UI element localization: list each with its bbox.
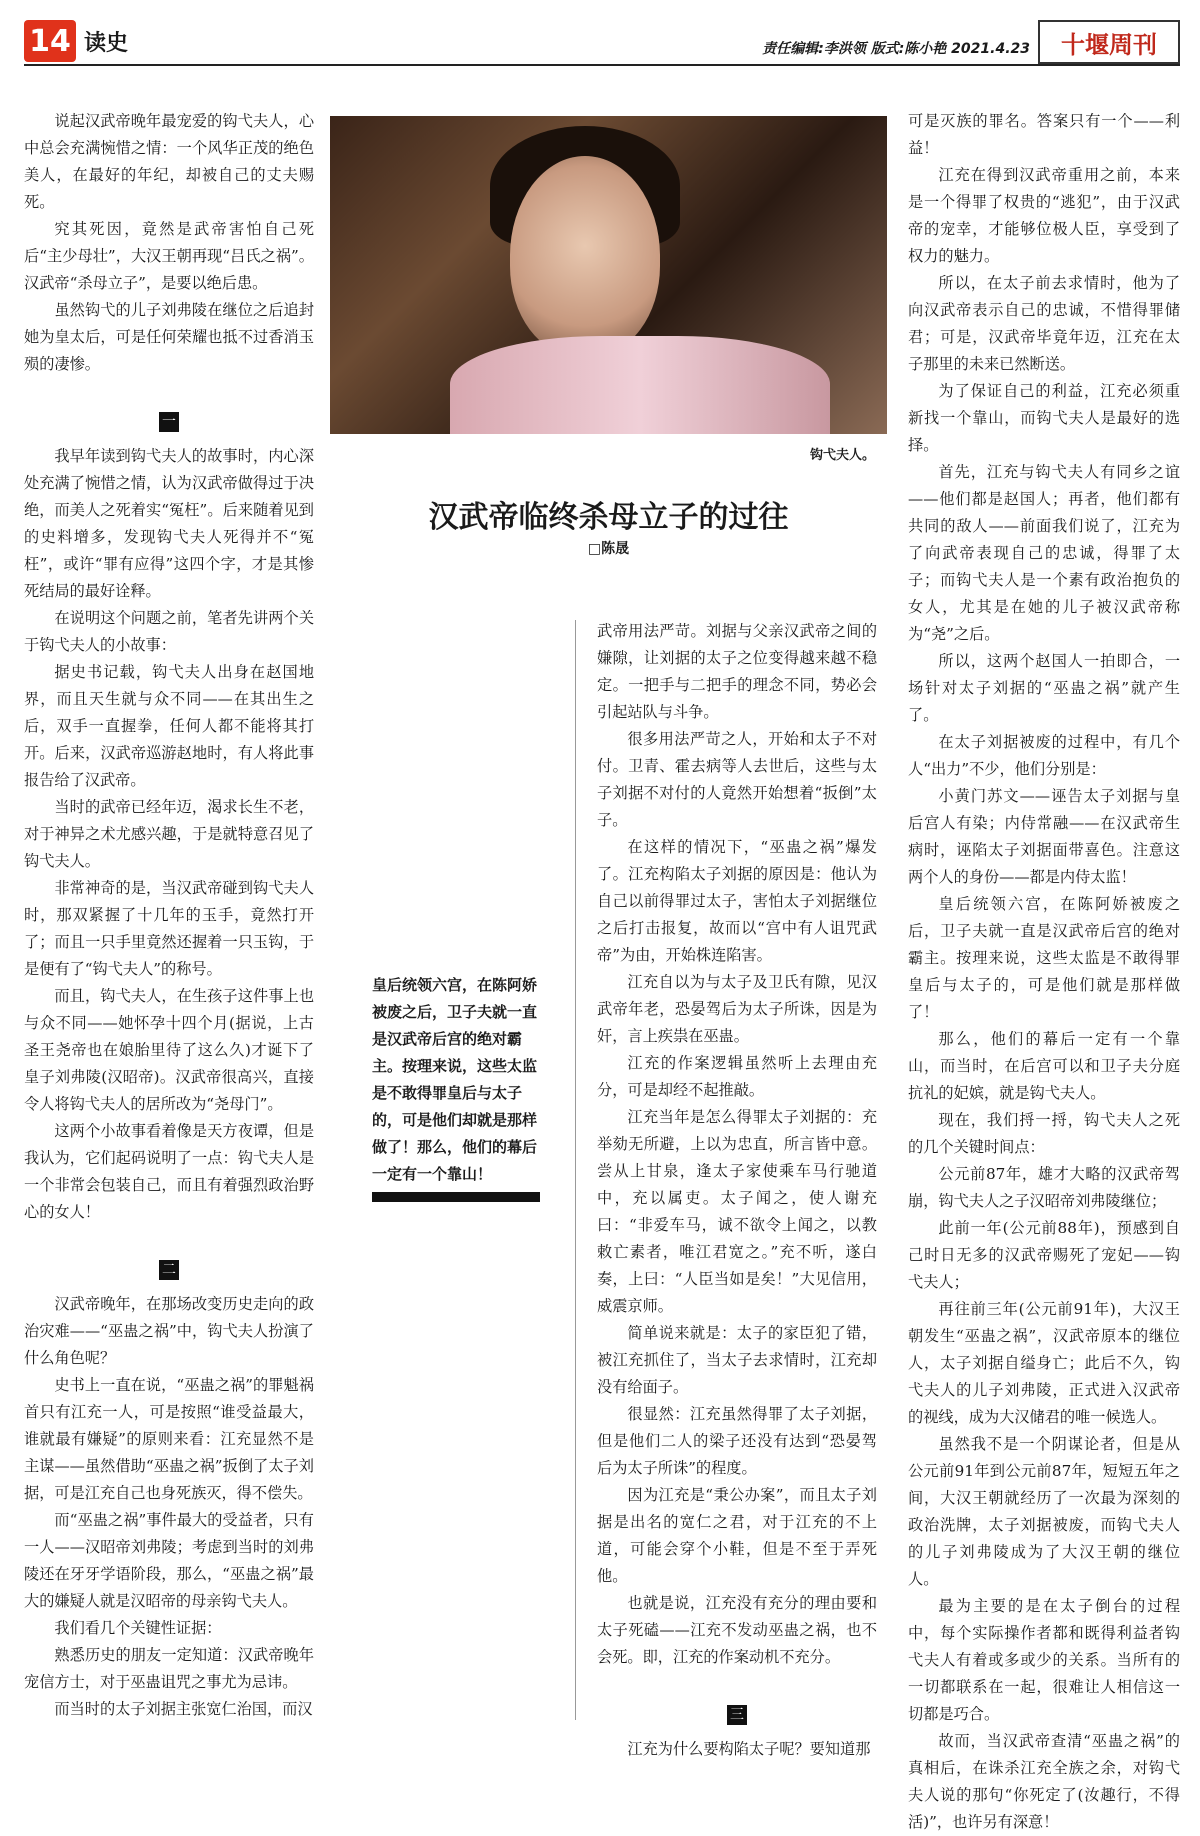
photo-caption: 钩弋夫人。: [810, 448, 876, 463]
paragraph: 熟悉历史的朋友一定知道：汉武帝晚年宠信方士，对于巫蛊诅咒之事尤为忌讳。: [24, 1646, 314, 1691]
paragraph: 当时的武帝已经年迈，渴求长生不老，对于神异之术尤感兴趣，于是就特意召见了钩弋夫人。: [24, 798, 314, 870]
paragraph: 而当时的太子刘据主张宽仁治国，而汉: [54, 1700, 313, 1718]
paragraph: 可是灭族的罪名。答案只有一个——利益！: [908, 112, 1180, 157]
paragraph: 此前一年(公元前88年)，预感到自己时日无多的汉武帝赐死了宠妃——钩弋夫人；: [908, 1219, 1180, 1291]
photo-robe: [450, 336, 830, 434]
paragraph: 说起汉武帝晚年最宠爱的钩弋夫人，心中总会充满惋惜之情：一个风华正茂的绝色美人，在最好的年纪，却被自己的丈夫赐死。: [24, 112, 314, 211]
section-number: 一: [159, 412, 179, 432]
paragraph: 所以，在太子前去求情时，他为了向汉武帝表示自己的忠诚，不惜得罪储君；可是，汉武帝毕竟年迈，江充在太子那里的未来已然断送。: [908, 274, 1180, 373]
paragraph: 故而，当汉武帝查清“巫蛊之祸”的真相后，在诛杀江充全族之余，对钩弋夫人说的那句“你死定了(汝趣行，不得活)”，也许另有深意！: [908, 1732, 1180, 1831]
paragraph: 江充当年是怎么得罪太子刘据的：充举劾无所避，上以为忠直，所言皆中意。尝从上甘泉，逢太子家使乘车马行驰道中，充以属吏。太子闻之，使人谢充曰：“非爱车马，诚不欲令上闻之，以教敕亡素者，唯江君宽之。”充不听，遂白奏，上曰：“人臣当如是矣！”大见信用，威震京师。: [597, 1108, 877, 1315]
section-number: 三: [727, 1705, 747, 1725]
photo-face: [510, 156, 660, 356]
paragraph: 再往前三年(公元前91年)，大汉王朝发生“巫蛊之祸”，汉武帝原本的继位人，太子刘据自缢身亡；此后不久，钩弋夫人的儿子刘弗陵，正式进入汉武帝的视线，成为大汉储君的唯一候选人。: [908, 1300, 1180, 1426]
paragraph: 皇后统领六宫，在陈阿娇被废之后，卫子夫就一直是汉武帝后宫的绝对霸主。按理来说，这些太监是不敢得罪皇后与太子的，可是他们就是那样做了！: [908, 895, 1180, 1021]
paragraph: 简单说来就是：太子的家臣犯了错，被江充抓住了，当太子去求情时，江充却没有给面子。: [597, 1324, 877, 1396]
article-author: □陈晟: [587, 541, 630, 557]
header-rule: [24, 64, 1180, 66]
section-heading-2: [24, 1256, 314, 1283]
paragraph: 江充自以为与太子及卫氏有隙，见汉武帝年老，恐晏驾后为太子所诛，因是为奸，言上疾祟在巫蛊。: [597, 973, 877, 1045]
pull-quote: 皇后统领六宫，在陈阿娇被废之后，卫子夫就一直是汉武帝后宫的绝对霸主。按理来说，这些太监是不敢得罪皇后与太子的，可是他们却就是那样做了！那么，他们的幕后一定有一个靠山！: [372, 976, 538, 1183]
paragraph: 虽然我不是一个阴谋论者，但是从公元前91年到公元前87年，短短五年之间，大汉王朝就经历了一次最为深刻的政治洗牌，太子刘据被废，而钩弋夫人的儿子刘弗陵成为了大汉王朝的继位人。: [908, 1435, 1180, 1588]
section-heading-3: [597, 1701, 877, 1728]
paragraph: 武帝用法严苛。刘据与父亲汉武帝之间的嫌隙，让刘据的太子之位变得越来越不稳定。一把手与二把手的理念不同，势必会引起站队与斗争。: [597, 622, 877, 721]
paragraph: 江充在得到汉武帝重用之前，本来是一个得罪了权贵的“逃犯”，由于汉武帝的宠幸，才能够位极人臣，享受到了权力的魅力。: [908, 166, 1180, 265]
newspaper-logo: 十堰周刊: [1038, 20, 1180, 64]
paragraph: 现在，我们捋一捋，钩弋夫人之死的几个关键时间点：: [908, 1111, 1180, 1156]
paragraph: 据史书记载，钩弋夫人出身在赵国地界，而且天生就与众不同——在其出生之后，双手一直握拳，任何人都不能将其打开。后来，汉武帝巡游赵地时，有人将此事报告给了汉武帝。: [24, 663, 314, 789]
paragraph: 所以，这两个赵国人一拍即合，一场针对太子刘据的“巫蛊之祸”就产生了。: [908, 652, 1180, 724]
paragraph: 虽然钩弋的儿子刘弗陵在继位之后追封她为皇太后，可是任何荣耀也抵不过香消玉殒的凄惨。: [24, 301, 314, 373]
paragraph: 公元前87年，雄才大略的汉武帝驾崩，钩弋夫人之子汉昭帝刘弗陵继位；: [908, 1165, 1180, 1210]
paragraph: 非常神奇的是，当汉武帝碰到钩弋夫人时，那双紧握了十几年的玉手，竟然打开了；而且一只手里竟然还握着一只玉钩，于是便有了“钩弋夫人”的称号。: [24, 879, 314, 978]
column-1: [24, 108, 314, 1723]
article-title: 汉武帝临终杀母立子的过往: [428, 500, 789, 535]
page-number: 14: [24, 20, 76, 62]
paragraph: 很多用法严苛之人，开始和太子不对付。卫青、霍去病等人去世后，这些与太子刘据不对付的人竟然开始想着“扳倒”太子。: [597, 730, 877, 829]
paragraph: 而“巫蛊之祸”事件最大的受益者，只有一人——汉昭帝刘弗陵；考虑到当时的刘弗陵还在牙牙学语阶段，那么，“巫蛊之祸”最大的嫌疑人就是汉昭帝的母亲钩弋夫人。: [24, 1511, 314, 1610]
paragraph: 汉武帝晚年，在那场改变历史走向的政治灾难——“巫蛊之祸”中，钩弋夫人扮演了什么角色呢？: [24, 1295, 314, 1367]
paragraph: 因为江充是“秉公办案”，而且太子刘据是出名的宽仁之君，对于江充的不上道，可能会穿个小鞋，但是不至于弄死他。: [597, 1486, 877, 1585]
section-heading-1: [24, 408, 314, 435]
paragraph: 最为主要的是在太子倒台的过程中，每个实际操作者都和既得利益者钩弋夫人有着或多或少的关系。当所有的一切都联系在一起，很难让人相信这一切都是巧合。: [908, 1597, 1180, 1723]
column-4: [908, 108, 1180, 1836]
paragraph: 小黄门苏文——诬告太子刘据与皇后宫人有染；内侍常融——在汉武帝生病时，诬陷太子刘据面带喜色。注意这两个人的身份——都是内侍太监！: [908, 787, 1180, 886]
paragraph: 我早年读到钩弋夫人的故事时，内心深处充满了惋惜之情，认为汉武帝做得过于决绝，而美人之死着实“冤枉”。后来随着见到的史料增多，发现钩弋夫人死得并不“冤枉”，或许“罪有应得”这四个字，才是其惨死结局的最好诠释。: [24, 447, 314, 600]
paragraph: 在太子刘据被废的过程中，有几个人“出力”不少，他们分别是：: [908, 733, 1180, 778]
paragraph: 在这样的情况下，“巫蛊之祸”爆发了。江充构陷太子刘据的原因是：他认为自己以前得罪过太子，害怕太子刘据继位之后打击报复，故而以“宫中有人诅咒武帝”为由，开始株连陷害。: [597, 838, 877, 964]
paragraph: 江充的作案逻辑虽然听上去理由充分，可是却经不起推敲。: [597, 1054, 877, 1099]
section-title: 读史: [84, 31, 129, 56]
paragraph: 究其死因，竟然是武帝害怕自己死后“主少母壮”，大汉王朝再现“吕氏之祸”。汉武帝“杀母立子”，是要以绝后患。: [24, 220, 314, 292]
paragraph: 江充为什么要构陷太子呢？要知道那: [627, 1740, 871, 1758]
paragraph: 这两个小故事看着像是天方夜谭，但是我认为，它们起码说明了一点：钩弋夫人是一个非常会包装自己，而且有着强烈政治野心的女人！: [24, 1122, 314, 1221]
article-photo: [330, 116, 887, 434]
paragraph: 很显然：江充虽然得罪了太子刘据，但是他们二人的梁子还没有达到“恐晏驾后为太子所诛”的程度。: [597, 1405, 877, 1477]
paragraph: 在说明这个问题之前，笔者先讲两个关于钩弋夫人的小故事：: [24, 609, 314, 654]
paragraph: 我们看几个关键性证据：: [54, 1619, 222, 1637]
section-number: 二: [159, 1260, 179, 1280]
column-3: [597, 618, 877, 1763]
paragraph: 史书上一直在说，“巫蛊之祸”的罪魁祸首只有江充一人，可是按照“谁受益最大，谁就最有嫌疑”的原则来看：江充显然不是主谋——虽然借助“巫蛊之祸”扳倒了太子刘据，可是江充自己也身死族灭，得不偿失。: [24, 1376, 314, 1502]
column-divider: [575, 620, 576, 1720]
paragraph: 而且，钩弋夫人，在生孩子这件事上也与众不同——她怀孕十四个月(据说，上古圣王尧帝也在娘胎里待了这么久)才诞下了皇子刘弗陵(汉昭帝)。汉武帝很高兴，直接令人将钩弋夫人的居所改为“尧母门”。: [24, 987, 314, 1113]
paragraph: 也就是说，江充没有充分的理由要和太子死磕——江充不发动巫蛊之祸，也不会死。即，江充的作案动机不充分。: [597, 1594, 877, 1666]
paragraph: 首先，江充与钩弋夫人有同乡之谊——他们都是赵国人；再者，他们都有共同的敌人——前面我们说了，江充为了向武帝表现自己的忠诚，得罪了太子；而钩弋夫人是一个素有政治抱负的女人，尤其是在她的儿子被汉武帝称为“尧”之后。: [908, 463, 1180, 643]
pull-quote-bar: [372, 1192, 540, 1202]
paragraph: 为了保证自己的利益，江充必须重新找一个靠山，而钩弋夫人是最好的选择。: [908, 382, 1180, 454]
paragraph: 那么，他们的幕后一定有一个靠山，而当时，在后宫可以和卫子夫分庭抗礼的妃嫔，就是钩弋夫人。: [908, 1030, 1180, 1102]
page-header: [24, 20, 1180, 70]
editor-credits: 责任编辑:李洪领 版式:陈小艳 2021.4.23: [762, 41, 1030, 57]
